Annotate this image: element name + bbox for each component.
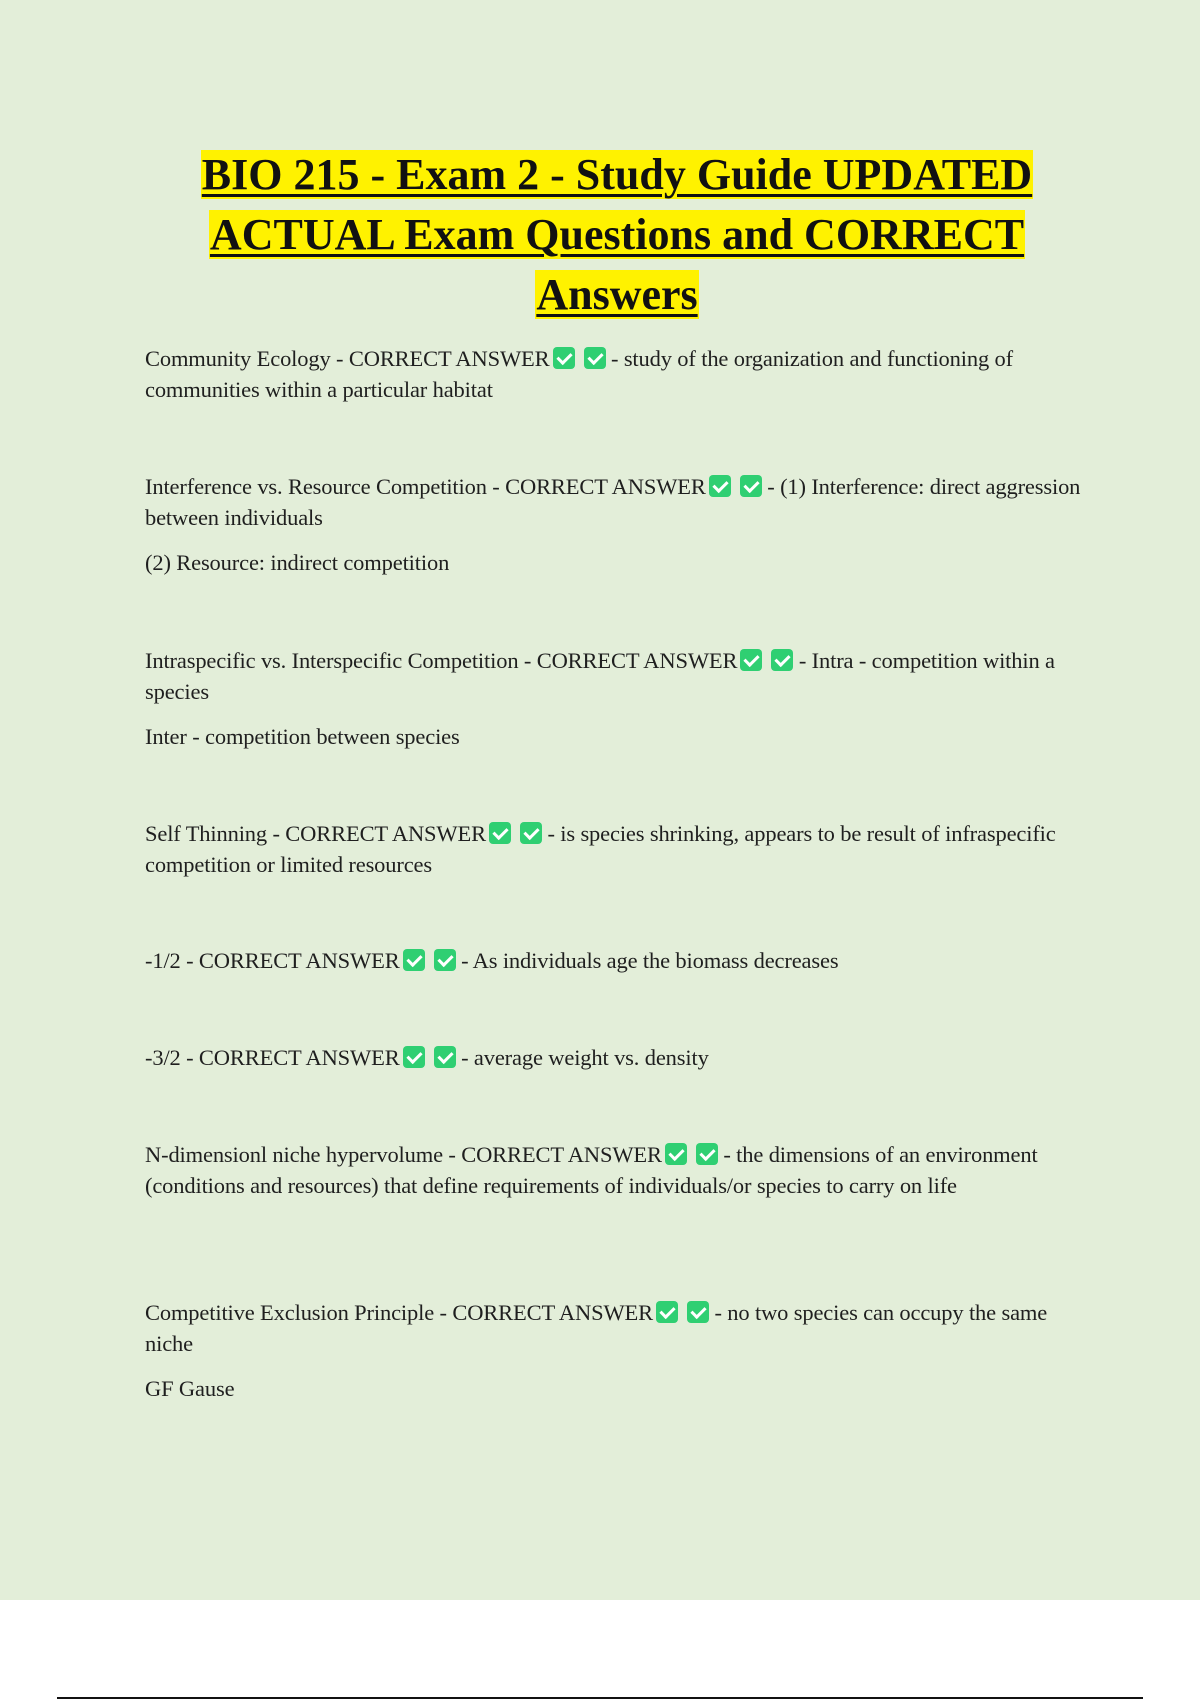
entry-term: Intraspecific vs. Interspecific Competition - CORRECT ANSWER: [145, 648, 738, 673]
qa-entry-niche-hypervolume: [145, 1139, 1085, 1201]
footer-divider: [57, 1697, 1143, 1699]
qa-entry-competitive-exclusion: [145, 1297, 1085, 1404]
check-box-icon: [771, 649, 793, 671]
entry-extra-line: Inter - competition between species: [145, 724, 460, 749]
entry-line: [145, 645, 1085, 707]
entry-definition: - no two species can occupy the same niche: [145, 1300, 1048, 1356]
entry-definition: - the dimensions of an environment (conditions and resources) that define requirements of individuals/or species to carry on life: [145, 1142, 1038, 1198]
qa-entry-minus-three-halves: [145, 1042, 1085, 1073]
check-box-icon: [656, 1301, 678, 1323]
check-box-icon: [665, 1143, 687, 1165]
check-box-icon: [709, 475, 731, 497]
entry-definition: - As individuals age the biomass decreases: [461, 948, 839, 973]
entry-line: [145, 818, 1085, 880]
entry-line: [145, 1297, 1085, 1359]
entry-definition: - Intra - competition within a species: [145, 648, 1055, 704]
qa-entry-self-thinning: [145, 818, 1085, 880]
entry-term: Self Thinning - CORRECT ANSWER: [145, 821, 486, 846]
check-box-icon: [434, 1046, 456, 1068]
entry-line: [145, 945, 1085, 976]
entry-line: [145, 343, 1085, 405]
entry-definition: - study of the organization and functioning of communities within a particular habitat: [145, 346, 1013, 402]
entry-line: [145, 471, 1085, 533]
entry-term: -3/2 - CORRECT ANSWER: [145, 1045, 400, 1070]
entry-definition: - is species shrinking, appears to be result of infraspecific competition or limited resources: [145, 821, 1056, 877]
entry-term: -1/2 - CORRECT ANSWER: [145, 948, 400, 973]
entry-term: N-dimensionl niche hypervolume - CORRECT ANSWER: [145, 1142, 662, 1167]
entry-extra-line: (2) Resource: indirect competition: [145, 550, 450, 575]
document-title: BIO 215 - Exam 2 - Study Guide UPDATED ACTUAL Exam Questions and CORRECT Answers: [201, 150, 1033, 319]
check-box-icon: [434, 949, 456, 971]
qa-entry-community-ecology: [145, 343, 1085, 405]
entry-line: [145, 1042, 1085, 1073]
check-box-icon: [489, 822, 511, 844]
entry-definition: - (1) Interference: direct aggression between individuals: [145, 474, 1081, 530]
entry-extra-line: GF Gause: [145, 1376, 235, 1401]
check-box-icon: [584, 347, 606, 369]
entry-term: Community Ecology - CORRECT ANSWER: [145, 346, 550, 371]
entry-definition: - average weight vs. density: [461, 1045, 709, 1070]
check-box-icon: [403, 949, 425, 971]
entry-line: [145, 1139, 1085, 1201]
entry-term: Interference vs. Resource Competition - CORRECT ANSWER: [145, 474, 706, 499]
check-box-icon: [687, 1301, 709, 1323]
qa-entry-intra-inter: [145, 645, 1085, 752]
qa-entry-minus-half: [145, 945, 1085, 976]
check-box-icon: [553, 347, 575, 369]
qa-entry-interference-resource: [145, 471, 1085, 578]
check-box-icon: [520, 822, 542, 844]
entry-term: Competitive Exclusion Principle - CORRECT ANSWER: [145, 1300, 653, 1325]
check-box-icon: [696, 1143, 718, 1165]
check-box-icon: [403, 1046, 425, 1068]
check-box-icon: [740, 475, 762, 497]
check-box-icon: [740, 649, 762, 671]
